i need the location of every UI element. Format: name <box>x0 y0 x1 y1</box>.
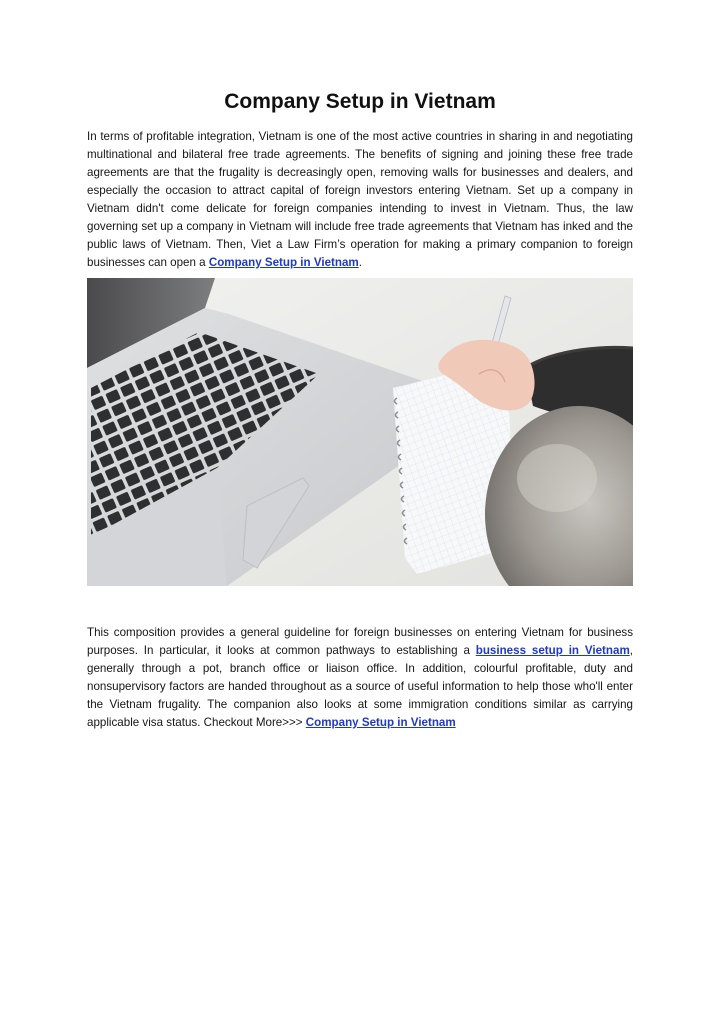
business-setup-link[interactable]: business setup in Vietnam <box>475 644 630 657</box>
laptop-writing-photo <box>87 278 633 586</box>
guideline-paragraph-text-1: This composition provides a general guideline for foreign businesses on entering Vietnam for business purposes. In particular, it looks at common pathways to establishing a <box>87 626 633 657</box>
guideline-paragraph-text-2: , generally through a pot, branch office or liaison office. In addition, colourful profitable, duty and nonsupervisory factors are handed throughout as a source of useful information to help those who'll enter the Vietnam frugality. The companion also looks at some immigration conditions similar as carrying applicable visa status. Checkout More>>> <box>87 644 633 729</box>
page-title: Company Setup in Vietnam <box>224 90 496 113</box>
guideline-paragraph <box>87 624 633 732</box>
company-setup-link[interactable]: Company Setup in Vietnam <box>208 256 359 269</box>
intro-paragraph-text: In terms of profitable integration, Vietnam is one of the most active countries in sharing in and negotiating multinational and bilateral free trade agreements. The benefits of signing and joining these free trade agreements are that the frugality is decreasingly open, removing walls for businesses and dealers, and especially the occasion to attract capital of foreign investors entering Vietnam. Set up a company in Vietnam didn't come delicate for foreign companies intending to invest in Vietnam. Thus, the law governing set up a company in Vietnam will include free trade agreements that Vietnam has inked and the public laws of Vietnam. Then, Viet a Law Firm’s operation for making a primary companion to foreign businesses can open a <box>87 130 633 269</box>
intro-paragraph <box>87 128 633 272</box>
checkout-more-link[interactable]: Company Setup in Vietnam <box>305 716 456 729</box>
intro-paragraph-end: . <box>358 256 362 269</box>
